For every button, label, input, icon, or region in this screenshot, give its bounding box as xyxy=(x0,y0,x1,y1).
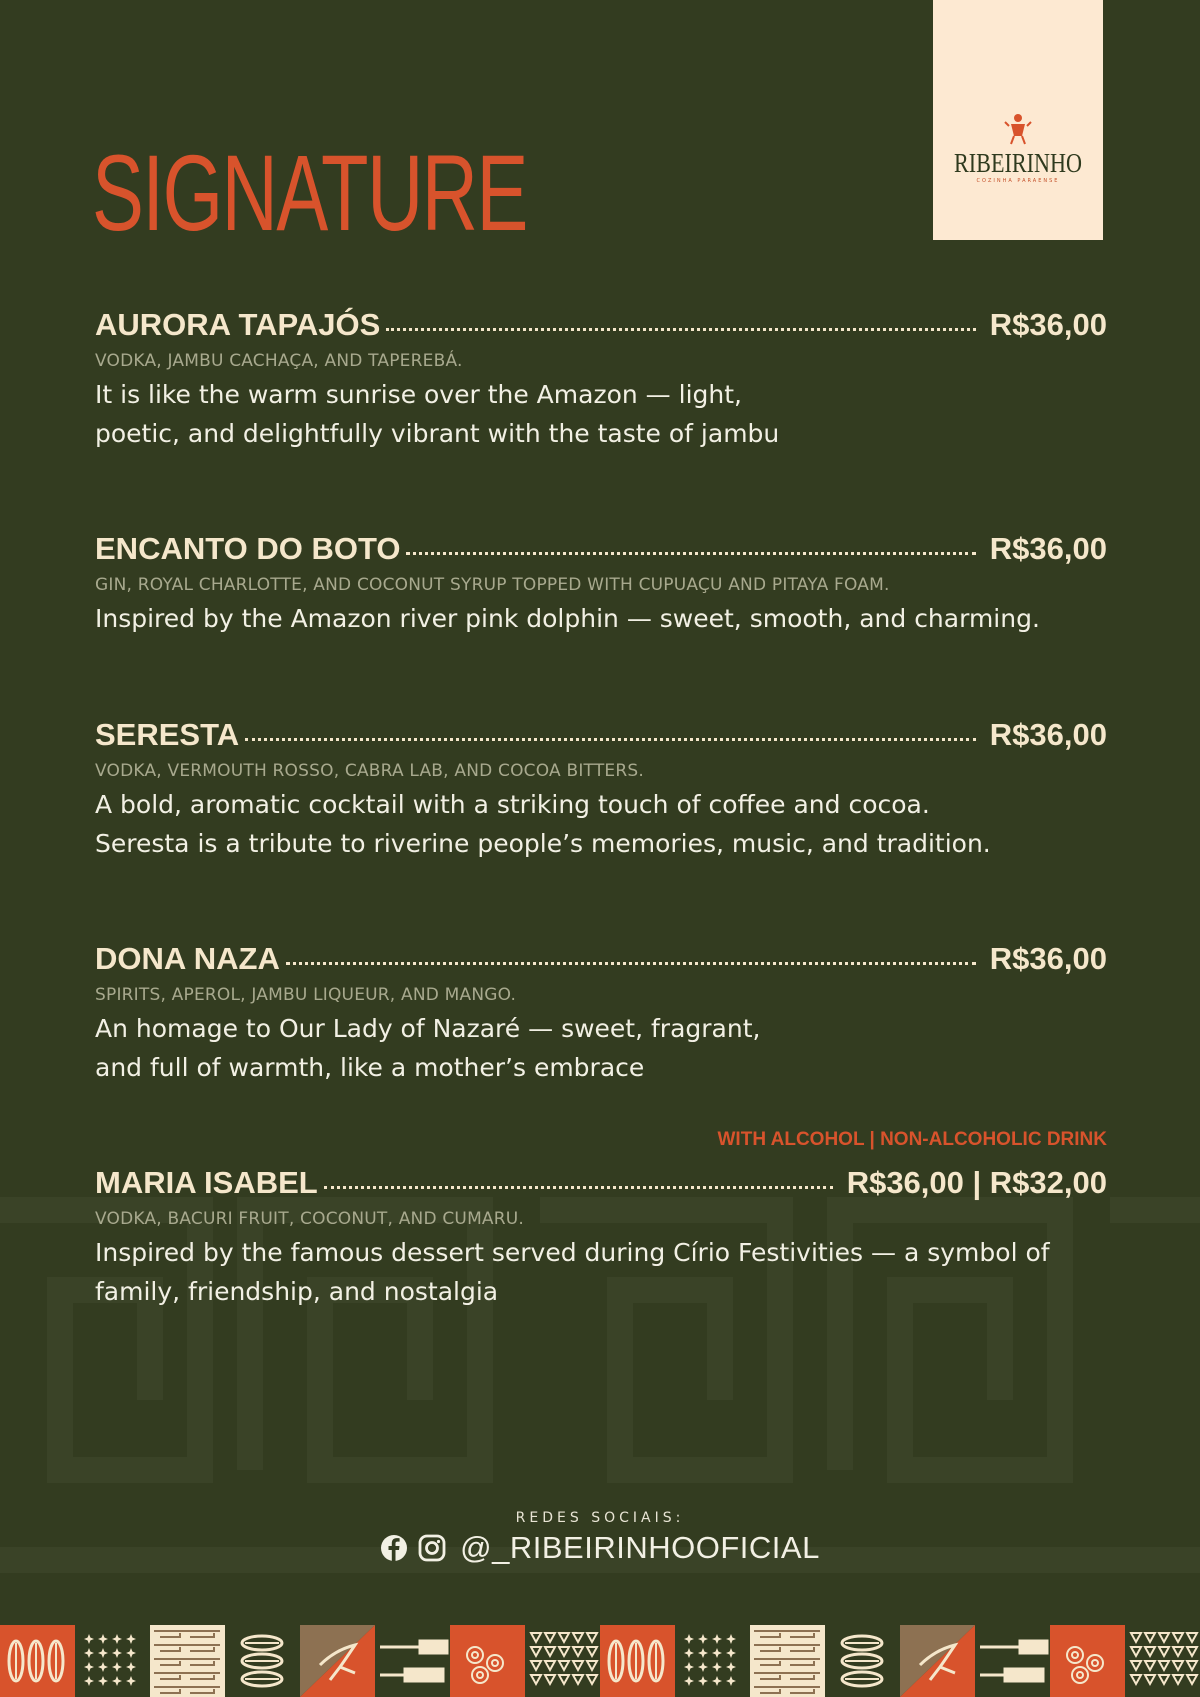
decorative-pattern-strip xyxy=(0,1625,1200,1697)
pattern-tile xyxy=(600,1625,675,1697)
facebook-icon[interactable] xyxy=(380,1534,408,1562)
social-label: REDES SOCIAIS: xyxy=(515,1510,685,1526)
dot-leader xyxy=(286,962,976,965)
item-price: R$36,00 xyxy=(989,717,1107,752)
page-title: SIGNATURE xyxy=(92,132,527,253)
menu-item xyxy=(95,717,1107,863)
pattern-tile xyxy=(150,1625,225,1697)
pattern-tile xyxy=(900,1625,975,1697)
logo-figure-icon xyxy=(1001,112,1035,146)
menu-item xyxy=(95,1129,1107,1311)
pattern-tile xyxy=(525,1625,600,1697)
item-ingredients: VODKA, VERMOUTH ROSSO, CABRA LAB, AND COCOA BITTERS. xyxy=(95,761,644,781)
item-name: MARIA ISABEL xyxy=(95,1165,318,1200)
pattern-tile xyxy=(75,1625,150,1697)
item-description: A bold, aromatic cocktail with a striking touch of coffee and cocoa. Seresta is a tribute to riverine people’s memories, music, and tradition. xyxy=(95,790,991,858)
item-ingredients: SPIRITS, APEROL, JAMBU LIQUEUR, AND MANGO. xyxy=(95,985,517,1005)
item-price: R$36,00 | R$32,00 xyxy=(846,1165,1107,1200)
dot-leader xyxy=(386,328,975,331)
pattern-tile xyxy=(825,1625,900,1697)
pattern-tile xyxy=(450,1625,525,1697)
price-options-note: WITH ALCOHOL | NON-ALCOHOLIC DRINK xyxy=(717,1129,1107,1150)
menu-item xyxy=(95,307,1107,453)
logo-wordmark: RIBEIRINHO xyxy=(954,148,1082,178)
pattern-tile xyxy=(975,1625,1050,1697)
pattern-tile xyxy=(1125,1625,1200,1697)
instagram-icon[interactable] xyxy=(418,1534,446,1562)
item-name: DONA NAZA xyxy=(95,941,280,976)
pattern-tile xyxy=(225,1625,300,1697)
pattern-tile xyxy=(750,1625,825,1697)
item-price: R$36,00 xyxy=(989,307,1107,342)
menu-item xyxy=(95,531,1107,638)
pattern-tile xyxy=(375,1625,450,1697)
item-description: It is like the warm sunrise over the Amazon — light, poetic, and delightfully vibrant with the taste of jambu xyxy=(95,380,780,448)
item-name: AURORA TAPAJÓS xyxy=(95,307,381,342)
dot-leader xyxy=(245,738,976,741)
item-description: Inspired by the Amazon river pink dolphin — sweet, smooth, and charming. xyxy=(95,604,1040,633)
item-price: R$36,00 xyxy=(989,531,1107,566)
dot-leader xyxy=(406,552,975,555)
item-description: Inspired by the famous dessert served during Círio Festivities — a symbol of family, friendship, and nostalgia xyxy=(95,1238,1050,1306)
pattern-tile xyxy=(0,1625,75,1697)
item-ingredients: VODKA, JAMBU CACHAÇA, AND TAPEREBÁ. xyxy=(95,351,463,371)
item-description: An homage to Our Lady of Nazaré — sweet, fragrant, and full of warmth, like a mother’s embrace xyxy=(95,1014,761,1082)
pattern-tile xyxy=(300,1625,375,1697)
menu-item xyxy=(95,941,1107,1087)
social-handle[interactable]: @_RIBEIRINHOOFICIAL xyxy=(460,1530,820,1565)
dot-leader xyxy=(324,1186,833,1189)
pattern-tile xyxy=(1050,1625,1125,1697)
social-row xyxy=(0,1530,1200,1566)
item-price: R$36,00 xyxy=(989,941,1107,976)
logo-card xyxy=(933,0,1103,240)
pattern-tile xyxy=(675,1625,750,1697)
item-name: ENCANTO DO BOTO xyxy=(95,531,401,566)
item-ingredients: GIN, ROYAL CHARLOTTE, AND COCONUT SYRUP TOPPED WITH CUPUAÇU AND PITAYA FOAM. xyxy=(95,575,890,595)
item-name: SERESTA xyxy=(95,717,240,752)
item-ingredients: VODKA, BACURI FRUIT, COCONUT, AND CUMARU. xyxy=(95,1209,525,1229)
logo-tagline: COZINHA PARAENSE xyxy=(976,178,1060,184)
